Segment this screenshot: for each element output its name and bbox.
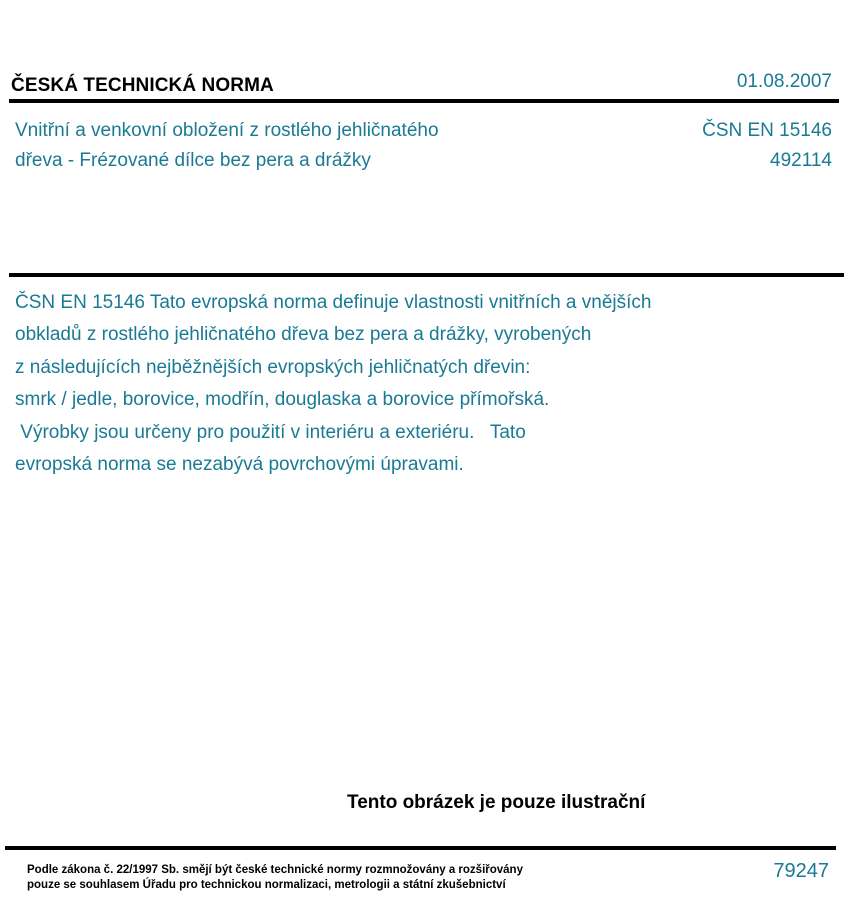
legal-line: Podle zákona č. 22/1997 Sb. smějí být české technické normy rozmnožovány a rozšiřovány	[27, 864, 523, 876]
standard-identifiers	[702, 116, 832, 176]
header-rule	[9, 99, 839, 103]
abstract-line: smrk / jedle, borovice, modřín, douglaska a borovice přímořská.	[15, 389, 550, 411]
abstract-line: ČSN EN 15146 Tato evropská norma definuje vlastnosti vnitřních a vnějších	[15, 292, 652, 313]
standard-subject	[15, 116, 535, 176]
standard-code: ČSN EN 15146	[702, 120, 832, 141]
subject-line: dřeva - Frézované dílce bez pera a drážky	[15, 150, 371, 171]
abstract-line: Výrobky jsou určeny pro použití v interiéru a exteriéru. Tato	[15, 421, 526, 443]
document-number: 79247	[773, 860, 829, 882]
legal-notice	[27, 863, 627, 893]
abstract-line: z následujících nejběžnějších evropských jehličnatých dřevin:	[15, 356, 531, 378]
subject-line: Vnitřní a venkovní obložení z rostlého jehličnatého	[15, 120, 439, 141]
abstract-line: obkladů z rostlého jehličnatého dřeva bez pera a drážky, vyrobených	[15, 324, 592, 346]
legal-line: pouze se souhlasem Úřadu pro technickou normalizaci, metrologii a státní zkušebnictví	[27, 879, 506, 891]
abstract-text	[15, 287, 795, 481]
section-rule	[9, 273, 844, 277]
footer-rule	[5, 846, 836, 850]
illustration-note: Tento obrázek je pouze ilustrační	[347, 792, 646, 813]
document-type-title: ČESKÁ TECHNICKÁ NORMA	[11, 75, 274, 96]
issue-date: 01.08.2007	[736, 71, 832, 92]
abstract-line: evropská norma se nezabývá povrchovými úpravami.	[15, 454, 464, 476]
classification-number: 492114	[770, 150, 832, 171]
